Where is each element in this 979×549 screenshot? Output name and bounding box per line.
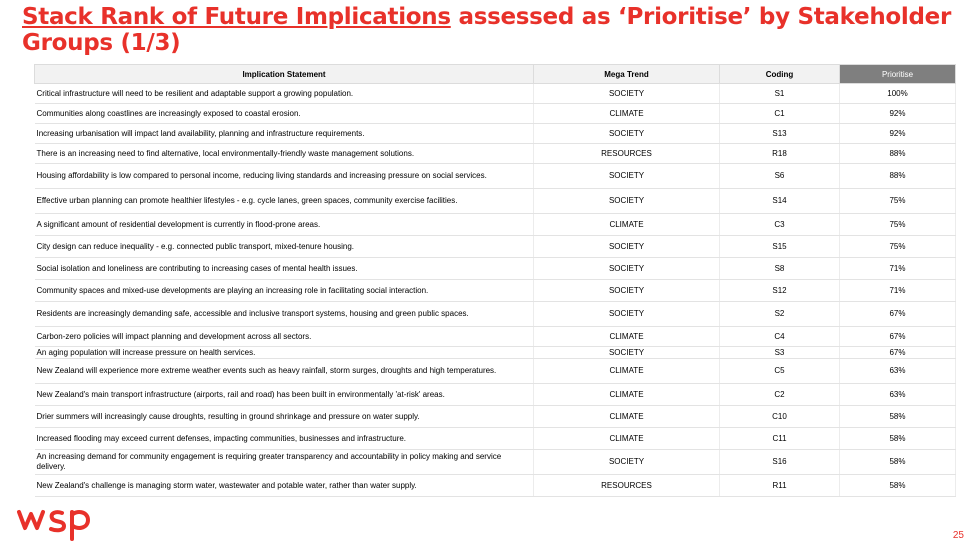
statement-cell: An increasing demand for community engagement is requiring greater transparency and accountability in policy making and service delivery.	[35, 450, 534, 475]
slide-title-rest: assessed as ‘Prioritise’ by Stakeholder Groups (1/3)	[22, 4, 951, 56]
statement-cell: A significant amount of residential development is currently in flood-prone areas.	[35, 214, 534, 236]
slide-title	[22, 4, 962, 56]
prioritise-cell: 67%	[840, 302, 956, 327]
coding-cell: R11	[720, 475, 840, 497]
table-row	[35, 164, 956, 189]
prioritise-cell: 88%	[840, 144, 956, 164]
slide-title-underlined: Stack Rank of Future Implications	[22, 4, 451, 30]
table-row	[35, 144, 956, 164]
header-mega-trend: Mega Trend	[534, 65, 720, 84]
prioritise-cell: 63%	[840, 384, 956, 406]
prioritise-cell: 100%	[840, 84, 956, 104]
table-row	[35, 450, 956, 475]
statement-cell: Effective urban planning can promote healthier lifestyles - e.g. cycle lanes, green spaces, community exercise facilities.	[35, 189, 534, 214]
statement-cell: New Zealand's challenge is managing storm water, wastewater and potable water, rather than water supply.	[35, 475, 534, 497]
mega-trend-cell: CLIMATE	[534, 359, 720, 384]
table-row	[35, 280, 956, 302]
table-row	[35, 104, 956, 124]
coding-cell: R18	[720, 144, 840, 164]
mega-trend-cell: SOCIETY	[534, 280, 720, 302]
prioritise-cell: 88%	[840, 164, 956, 189]
mega-trend-cell: RESOURCES	[534, 144, 720, 164]
coding-cell: S3	[720, 347, 840, 359]
table-row	[35, 302, 956, 327]
table-row	[35, 124, 956, 144]
mega-trend-cell: RESOURCES	[534, 475, 720, 497]
mega-trend-cell: CLIMATE	[534, 214, 720, 236]
mega-trend-cell: SOCIETY	[534, 84, 720, 104]
coding-cell: S6	[720, 164, 840, 189]
coding-cell: C3	[720, 214, 840, 236]
coding-cell: S13	[720, 124, 840, 144]
coding-cell: S14	[720, 189, 840, 214]
statement-cell: There is an increasing need to find alternative, local environmentally-friendly waste management solutions.	[35, 144, 534, 164]
table-row	[35, 84, 956, 104]
wsp-logo-icon	[16, 503, 92, 541]
mega-trend-cell: SOCIETY	[534, 189, 720, 214]
table-row	[35, 258, 956, 280]
mega-trend-cell: SOCIETY	[534, 258, 720, 280]
coding-cell: S16	[720, 450, 840, 475]
coding-cell: C1	[720, 104, 840, 124]
coding-cell: S15	[720, 236, 840, 258]
mega-trend-cell: SOCIETY	[534, 302, 720, 327]
prioritise-cell: 75%	[840, 214, 956, 236]
statement-cell: Communities along coastlines are increasingly exposed to coastal erosion.	[35, 104, 534, 124]
prioritise-cell: 71%	[840, 280, 956, 302]
statement-cell: New Zealand's main transport infrastructure (airports, rail and road) has been built in environmentally 'at-risk' areas.	[35, 384, 534, 406]
prioritise-cell: 58%	[840, 428, 956, 450]
table-row	[35, 214, 956, 236]
mega-trend-cell: SOCIETY	[534, 236, 720, 258]
implications-table	[34, 64, 956, 497]
table-row	[35, 236, 956, 258]
header-prioritise: Prioritise	[840, 65, 956, 84]
statement-cell: New Zealand will experience more extreme weather events such as heavy rainfall, storm surges, droughts and high temperatures.	[35, 359, 534, 384]
table-row	[35, 327, 956, 347]
table-row	[35, 189, 956, 214]
prioritise-cell: 75%	[840, 236, 956, 258]
prioritise-cell: 58%	[840, 450, 956, 475]
header-coding: Coding	[720, 65, 840, 84]
table-row	[35, 359, 956, 384]
prioritise-cell: 67%	[840, 347, 956, 359]
statement-cell: Carbon-zero policies will impact planning and development across all sectors.	[35, 327, 534, 347]
mega-trend-cell: CLIMATE	[534, 428, 720, 450]
prioritise-cell: 71%	[840, 258, 956, 280]
coding-cell: S12	[720, 280, 840, 302]
statement-cell: Social isolation and loneliness are contributing to increasing cases of mental health issues.	[35, 258, 534, 280]
coding-cell: S1	[720, 84, 840, 104]
statement-cell: Increasing urbanisation will impact land availability, planning and infrastructure requirements.	[35, 124, 534, 144]
statement-cell: Critical infrastructure will need to be resilient and adaptable support a growing population.	[35, 84, 534, 104]
prioritise-cell: 63%	[840, 359, 956, 384]
wsp-logo	[16, 503, 92, 546]
mega-trend-cell: CLIMATE	[534, 327, 720, 347]
statement-cell: Increased flooding may exceed current defenses, impacting communities, businesses and infrastructure.	[35, 428, 534, 450]
statement-cell: City design can reduce inequality - e.g. connected public transport, mixed-tenure housing.	[35, 236, 534, 258]
prioritise-cell: 67%	[840, 327, 956, 347]
table-row	[35, 428, 956, 450]
statement-cell: Community spaces and mixed-use developments are playing an increasing role in facilitating social interaction.	[35, 280, 534, 302]
mega-trend-cell: SOCIETY	[534, 124, 720, 144]
prioritise-cell: 92%	[840, 124, 956, 144]
prioritise-cell: 58%	[840, 475, 956, 497]
coding-cell: C5	[720, 359, 840, 384]
coding-cell: C2	[720, 384, 840, 406]
statement-cell: Housing affordability is low compared to personal income, reducing living standards and increasing pressure on social services.	[35, 164, 534, 189]
table-row	[35, 347, 956, 359]
table-row	[35, 475, 956, 497]
prioritise-cell: 75%	[840, 189, 956, 214]
coding-cell: C10	[720, 406, 840, 428]
statement-cell: Residents are increasingly demanding safe, accessible and inclusive transport systems, housing and green public spaces.	[35, 302, 534, 327]
coding-cell: C11	[720, 428, 840, 450]
coding-cell: C4	[720, 327, 840, 347]
mega-trend-cell: CLIMATE	[534, 104, 720, 124]
page-number: 25	[952, 530, 964, 541]
statement-cell: An aging population will increase pressure on health services.	[35, 347, 534, 359]
table-row	[35, 384, 956, 406]
mega-trend-cell: CLIMATE	[534, 406, 720, 428]
coding-cell: S2	[720, 302, 840, 327]
header-implication-statement: Implication Statement	[35, 65, 534, 84]
mega-trend-cell: CLIMATE	[534, 384, 720, 406]
table-row	[35, 406, 956, 428]
statement-cell: Drier summers will increasingly cause droughts, resulting in ground shrinkage and pressure on water supply.	[35, 406, 534, 428]
table-header-row	[35, 65, 956, 84]
prioritise-cell: 92%	[840, 104, 956, 124]
mega-trend-cell: SOCIETY	[534, 450, 720, 475]
mega-trend-cell: SOCIETY	[534, 164, 720, 189]
coding-cell: S8	[720, 258, 840, 280]
mega-trend-cell: SOCIETY	[534, 347, 720, 359]
prioritise-cell: 58%	[840, 406, 956, 428]
